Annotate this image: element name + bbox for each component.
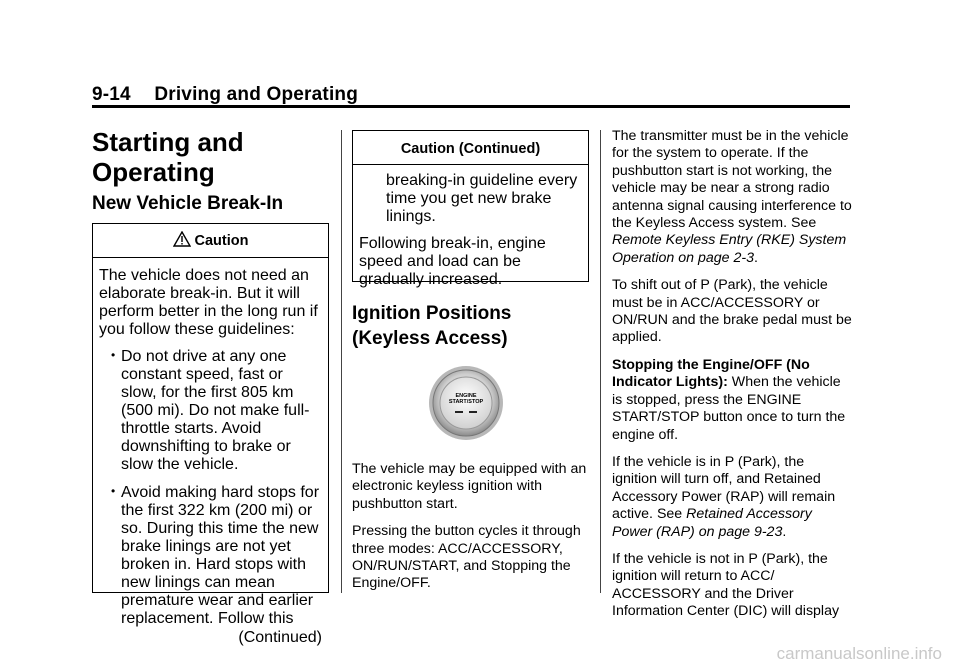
caution-header: Caution xyxy=(93,224,328,258)
section-title: Driving and Operating xyxy=(154,84,359,105)
watermark-text: carmanualsonline.info xyxy=(776,644,942,663)
bullet-icon: • xyxy=(111,484,116,498)
button-label-engine: ENGINE xyxy=(455,393,477,399)
button-label-start-stop: START/STOP xyxy=(448,399,484,405)
warning-icon xyxy=(173,226,191,260)
caution-box xyxy=(92,223,329,646)
keyless-text xyxy=(612,128,852,621)
ignition-text xyxy=(352,461,590,593)
bullet-icon: • xyxy=(111,348,116,362)
header-rule xyxy=(92,105,850,108)
keyless-para-2: To shift out of P (Park), the vehicle must be in ACC/ACCESSORY or ON/RUN and the brake pedal must be applied. xyxy=(612,277,852,346)
caution-continued-header: Caution (Continued) xyxy=(353,131,588,165)
caution-continued-bullet: breaking-in guideline every time you get new brake linings. xyxy=(386,172,578,225)
caution-continued-box xyxy=(352,130,589,288)
keyless-para-1: The transmitter must be in the vehicle for the system to operate. If the pushbutton start is not working, the vehicle may be near a strong radio antenna signal causing interference to the Keyless Access system. See Remote Keyless Entry (RKE) System Operation on page 2-3. xyxy=(612,128,852,266)
list-item: • Avoid making hard stops for the first 322 km (200 mi) or so. During this time the new brake linings are not yet broken in. Hard stops with new linings can mean premature wear and earlier replacement. Follow this xyxy=(111,484,320,627)
caution-intro: The vehicle does not need an elaborate break-in. But it will perform better in the long run if you follow these guidelines: xyxy=(99,267,318,338)
rap-reference: Retained Accessory Power (RAP) on page 9-23 xyxy=(612,506,812,540)
page-header xyxy=(92,84,358,106)
list-item: • Do not drive at any one constant speed, fast or slow, for the first 805 km (500 mi). Do not make full-throttle starts. Avoid downshifting to brake or slow the vehicle. xyxy=(111,348,310,473)
keyless-para-5: If the vehicle is not in P (Park), the ignition will return to ACC/ ACCESSORY and the Driver Information Center (DIC) will display xyxy=(612,550,840,620)
column-divider xyxy=(341,130,342,593)
continued-label: (Continued) xyxy=(238,629,322,646)
keyless-para-3: Stopping the Engine/OFF (No Indicator Lights): When the vehicle is stopped, press the ENGINE START/STOP button once to turn the engine off. xyxy=(612,356,846,443)
page-title: Starting and Operating xyxy=(92,127,244,187)
ignition-section-title: Ignition Positions (Keyless Access) xyxy=(352,303,512,349)
ignition-para-1: The vehicle may be equipped with an electronic keyless ignition with pushbutton start. xyxy=(352,461,587,512)
caution-after-text: Following break-in, engine speed and load can be gradually increased. xyxy=(359,235,546,288)
subsection-title: New Vehicle Break-In xyxy=(92,193,284,214)
rke-reference: Remote Keyless Entry (RKE) System Operation on page 2-3 xyxy=(612,232,847,266)
ignition-para-2: Pressing the button cycles it through three modes: ACC/ACCESSORY, ON/RUN/START, and Stopping the Engine/OFF. xyxy=(352,523,581,592)
column-divider xyxy=(600,130,601,593)
page-number: 9-14 xyxy=(92,84,131,105)
engine-start-stop-button-image xyxy=(428,365,504,441)
stopping-engine-heading: Stopping the Engine/OFF (No Indicator Lights): xyxy=(612,356,810,391)
keyless-para-4: If the vehicle is in P (Park), the ignition will turn off, and Retained Accessory Power (RAP) will remain active. See Retained Accessory Power (RAP) on page 9-23. xyxy=(612,453,836,540)
